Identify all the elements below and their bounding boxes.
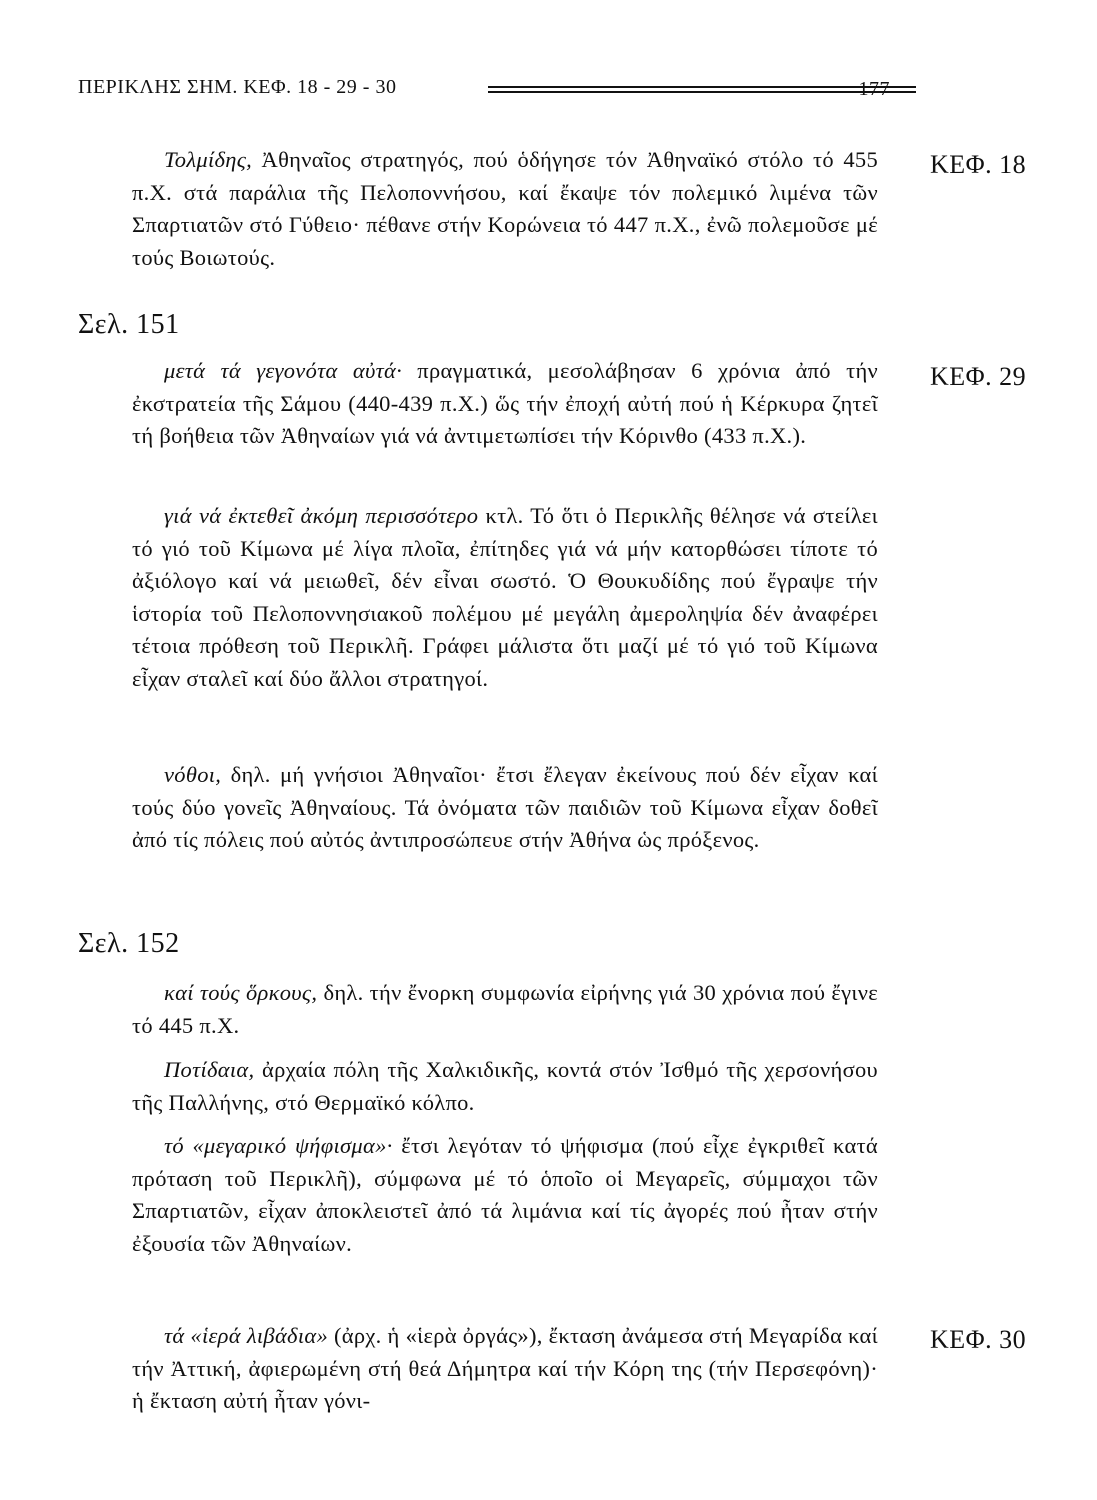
note-term: Τολμίδης, <box>164 147 253 172</box>
note-iera-livadia <box>132 1320 878 1418</box>
note-text: κτλ. Τό ὅτι ὁ Περικλῆς θέλησε νά στείλει τό γιό τοῦ Κίμωνα μέ λίγα πλοῖα, ἐπίτηδες γιά νά μήν κατορθώσει τίποτε τό ἀξιόλογο καί νά μειωθεῖ, δέν εἶναι σωστό. Ὁ Θουκυδίδης πού ἔγραψε τήν ἱστορία τοῦ Πελοποννησιακοῦ πολέμου μέ μεγάλη ἀμεροληψία δέν ἀναφέρει τέτοια πρόθεση τοῦ Περικλῆ. Γράφει μάλιστα ὅτι μαζί μέ τό γιό τοῦ Κίμωνα εἶχαν σταλεῖ καί δύο ἄλλοι στρατηγοί. <box>132 503 879 691</box>
header-rule <box>488 86 916 88</box>
note-text: ἔτσι λεγόταν τό ψήφισμα (πού εἶχε ἐγκριθεῖ κατά πρόταση τοῦ Περικλῆ), σύμφωνα μέ τό ὁποῖο οἱ Μεγαρεῖς, σύμμαχοι τῶν Σπαρτιατῶν, εἶχαν ἀποκλειστεῖ ἀπό τά λιμάνια καί τίς ἀγορές πού ἦταν στήν ἐξουσία τῶν Ἀθηναίων. <box>132 1133 878 1256</box>
section-heading-sel-151: Σελ. 151 <box>78 309 180 340</box>
section-heading-sel-152: Σελ. 152 <box>78 928 180 959</box>
note-horkous <box>132 977 878 1042</box>
note-text: ἀρχαία πόλη τῆς Χαλκιδικῆς, κοντά στόν Ἰσθμό τῆς χερσονήσου τῆς Παλλήνης, στό Θερμαϊκό κόλπο. <box>132 1057 878 1115</box>
note-potidaia <box>132 1054 878 1119</box>
note-term: Ποτίδαια, <box>164 1057 255 1082</box>
header-rule-secondary <box>488 91 916 93</box>
page-number: 177 <box>858 78 890 100</box>
note-gia-na-ektethei <box>132 500 878 695</box>
margin-note-kef-30: ΚΕΦ. 30 <box>930 1325 1027 1354</box>
note-text: δηλ. μή γνήσιοι Ἀθηναῖοι· ἔτσι ἔλεγαν ἐκείνους πού δέν εἶχαν καί τούς δύο γονεῖς Ἀθηναίους. Τά ὀνόματα τῶν παιδιῶν τοῦ Κίμωνα εἶχαν δοθεῖ ἀπό τίς πόλεις πού αὐτός ἀντιπροσώπευε στήν Ἀθήνα ὡς πρόξενος. <box>132 762 878 852</box>
note-text: πραγματικά, μεσολάβησαν 6 χρόνια ἀπό τήν ἐκστρατεία τῆς Σάμου (440-439 π.Χ.) ὥς τήν ἐποχή αὐτή πού ἡ Κέρκυρα ζητεῖ τή βοήθεια τῶν Ἀθηναίων γιά νά ἀντιμετωπίσει τήν Κόρινθο (433 π.Χ.). <box>132 358 878 448</box>
note-meta-ta-gegonota <box>132 355 878 453</box>
running-header <box>78 74 890 108</box>
note-term: τά «ἱερά λιβάδια» <box>164 1323 329 1348</box>
note-nothoi <box>132 759 878 857</box>
note-term: καί τούς ὅρκους, <box>164 980 318 1005</box>
note-text: Ἀθηναῖος στρατηγός, πού ὁδήγησε τόν Ἀθηναϊκό στόλο τό 455 π.Χ. στά παράλια τῆς Πελοποννήσου, καί ἔκαψε τόν πολεμικό λιμένα τῶν Σπαρτιατῶν στό Γύθειο· πέθανε στήν Κορώνεια τό 447 π.Χ., ἐνῶ πολεμοῦσε μέ τούς Βοιωτούς. <box>132 147 878 270</box>
note-megariko-psifisma <box>132 1130 878 1260</box>
note-term: μετά τά γεγονότα αὐτά· <box>164 358 402 383</box>
note-term: γιά νά ἐκτεθεῖ ἀκόμη περισσότερο <box>164 503 479 528</box>
header-title: ΠΕΡΙΚΛΗΣ ΣΗΜ. ΚΕΦ. 18 - 29 - 30 <box>78 76 397 98</box>
note-term: τό «μεγαρικό ψήφισμα»· <box>164 1133 393 1158</box>
margin-note-kef-18: ΚΕΦ. 18 <box>930 150 1027 179</box>
note-tolmides <box>132 144 878 274</box>
note-text: δηλ. τήν ἔνορκη συμφωνία εἰρήνης γιά 30 χρόνια πού ἔγινε τό 445 π.Χ. <box>132 980 878 1038</box>
note-text: (ἀρχ. ἡ «ἱερὰ ὀργάς»), ἔκταση ἀνάμεσα στή Μεγαρίδα καί τήν Ἀττική, ἀφιερωμένη στή θεά Δήμητρα καί τήν Κόρη της (τήν Περσεφόνη)· ἡ ἔκταση αὐτή ἦταν γόνι- <box>132 1323 878 1413</box>
note-term: νόθοι, <box>164 762 222 787</box>
margin-note-kef-29: ΚΕΦ. 29 <box>930 362 1027 391</box>
